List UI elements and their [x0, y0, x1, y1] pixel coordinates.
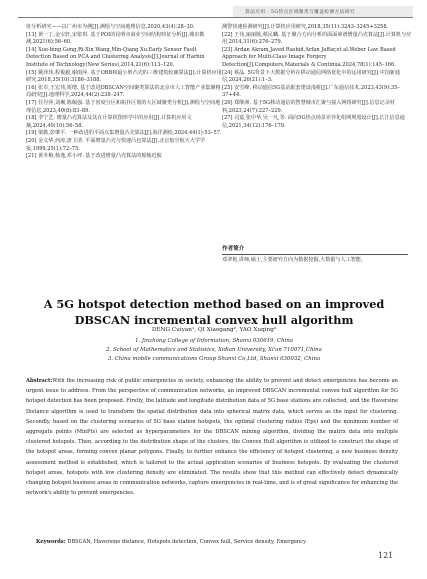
reference-entry: [24] 蔡晶. 5G背景下大数据分析在移动通信网络优化中的运用研究[J].中国新通信,2024,26(21):1–3. [222, 69, 400, 84]
reference-entry: [19] 梁勤,彭肇平. 一种改进的平面点集增量凸壳算法[J].海洋测绘,2024,44(1):53–57. [26, 130, 222, 137]
author-introduction-body: 邓翠艳,讲师,硕士,主要研究方向为数据挖掘,大数据与人工智能。 [222, 256, 367, 263]
references-left-column [26, 24, 222, 161]
affiliation: 3. China mobile communications Group Shanxi Co,Ltd, Shanxi 030032, China [107, 356, 321, 362]
reference-entry: [14] Xue-bing Gong,Ri-Xin Wang,Min-Qiang Xu.Early Sensor Fault Detection Based on PCA and Clustering Analysis[J].Journal of Harbin Institute of Technology(New Series),2014,21(6):113–120. [26, 46, 205, 68]
reference-entry: [16] 张卓,王宏伟,贾增. 基于改进DBSCAN空间聚类算法的北京市人工智能产业集聚格局研究[J].地理科学,2024,44(2):238–247. [26, 84, 221, 99]
abstract-text: With the increasing risk of public emergencies in society, enhancing the ability to prevent and detect emergencies has become an urgent issue to address. From the perspective of communication networks, an improved DBSCAN incremental convex hull algorithm for 5G hotspot detection has been proposed. Firstly, the latitude and longitude distribution data of 5G base stations are collected, and the Haversine Distance algorithm is used to transform the spatial distribution data into spherical matrix data, which serves as the input for clustering. Secondly, based on the clustering scenarios of 5G base station hotspots, the optimal clustering radius (Eps) and the minimum number of aggregate points (MinPts) are selected as hyperparameters for the DBSCAN mining algorithm, dividing the matrix data into multiple clustered hotspots. Then, according to the distribution shape of the clusters, the Convex Hull algorithm is utilized to construct the shape of the hotspot areas, forming convex planar polygons. Finally, to further enhance the efficiency of hotspot clustering, a new business density assessment method is established, which is tailored to the actual application scenarios of business hotspots. By evaluating the clustered hotspot areas, hotspots with low clustering density are eliminated. The results show that this method can effectively detect dynamically changing hotspot business areas in communication networks, capture emergencies in real-time, and is of great significance for enhancing the network's ability to prevent emergencies. [26, 378, 398, 497]
abstract [26, 376, 398, 498]
article-authors: DENG Cuiyan¹, QI Xiaogang², YAO Xuqing³ [151, 327, 277, 333]
running-header [0, 0, 427, 22]
reference-entry: [17] 任丹萍,刘琳,陈佩强. 基于密度分区和拓扑区划的大区域聚类分析[J].测绘与空间地理信息,2023,40(8):83–89. [26, 99, 221, 114]
abstract-label: Abstract: [26, 378, 53, 384]
keywords-text: DBSCAN, Haversine distance, Hotspots detection, Convex hull, Service density, Emergency [67, 539, 306, 545]
keywords-label: Keywords: [36, 539, 66, 545]
author-introduction [222, 244, 408, 264]
reference-entry: [26] 郑继洲. 基于5G移动通信的智慧城市汇聚与接入网络研究[J].信息记录材料,2023,24(7):227–229. [222, 99, 395, 114]
header-rule [18, 17, 413, 18]
reference-entry: [27] 司嘉,张中华,吴一凡,等. 面向5G热点场景差异化组网规划设计[J].长江信息通信,2021,34(12):176–179. [222, 115, 405, 129]
author-introduction-title: 作者简介 [222, 244, 408, 255]
reference-entry: [15] 姚泽玮,程俊毅,谢雨萍. 基于OBB和最小堆凸壳的三维建筑轮廓算法[J].计算机应用研究,2018,35(10):3186–3188. [26, 69, 222, 84]
references-right-column [222, 24, 412, 130]
reference-entry: 测警快速检测研究[J].计算机应用研究,2018,35(11):3243–3245+3258. [222, 24, 389, 30]
reference-entry: [22] 王伟,丽丽陈,蔡民麟. 基于聚合方向分析的面面筛谱增量凸壳算法[J].计算机与应用,2014,31(6):276–279. [222, 31, 412, 46]
running-header-text: 算法应用 · 5G热点区域聚类与覆盖检测方法研究 [245, 9, 355, 15]
reference-entry: 征分析研究——以广州市为例[J].测绘与空间地理信息,2020,43(4):28–30. [26, 24, 195, 30]
article-title: A 5G hotspot detection method based on an improved DBSCAN incremental convex hull algorithm [43, 297, 385, 327]
affiliation: 2. School of Mathematics and Statistics, Xidian University, Xi'an 710071,China [106, 347, 322, 353]
affiliations [30, 337, 398, 364]
reference-entry: [25] 安雪峰. 移动通信5G基站配套建设浅析[J].广东通信技术,2023,43(9):35–37+44. [222, 84, 400, 99]
reference-entry: [18] 李宁艺. 增量凸壳算法及其在计算机图形学中的应用[J].计算机应用文摘,2024,40(10):56–58. [26, 115, 192, 129]
reference-entry: [21] 黄冬梅,杨逸,邓小坪. 基于改进增量凸壳算法的船舶近航 [26, 153, 162, 160]
page-number: 121 [378, 551, 394, 560]
affiliation: 1. Jinzhong College of Information, Shanxi 030619, China [135, 338, 293, 344]
keywords [36, 538, 398, 546]
reference-entry: [20] 金文华,何涛,唐卫清. 平面增量凸壳与快速凸包算法[J].北京航空航天大学学报,1999,25(1):72–75. [26, 137, 206, 152]
reference-entry: [13] 黄一丁,金宝轩,宋依琪. 基于POI的昆明市商业空间结构特征分析[J].城市勘测,2021(6):56–60. [26, 31, 205, 46]
reference-entry: [23] Ardan Akram,Javed Rashid,Arfan Jaffar,et al.Weber Law Based Approach for Multi-Class Image Forgery Detection[J].Computers,Materials & Continua,2024,78(1):145–166. [222, 46, 396, 68]
